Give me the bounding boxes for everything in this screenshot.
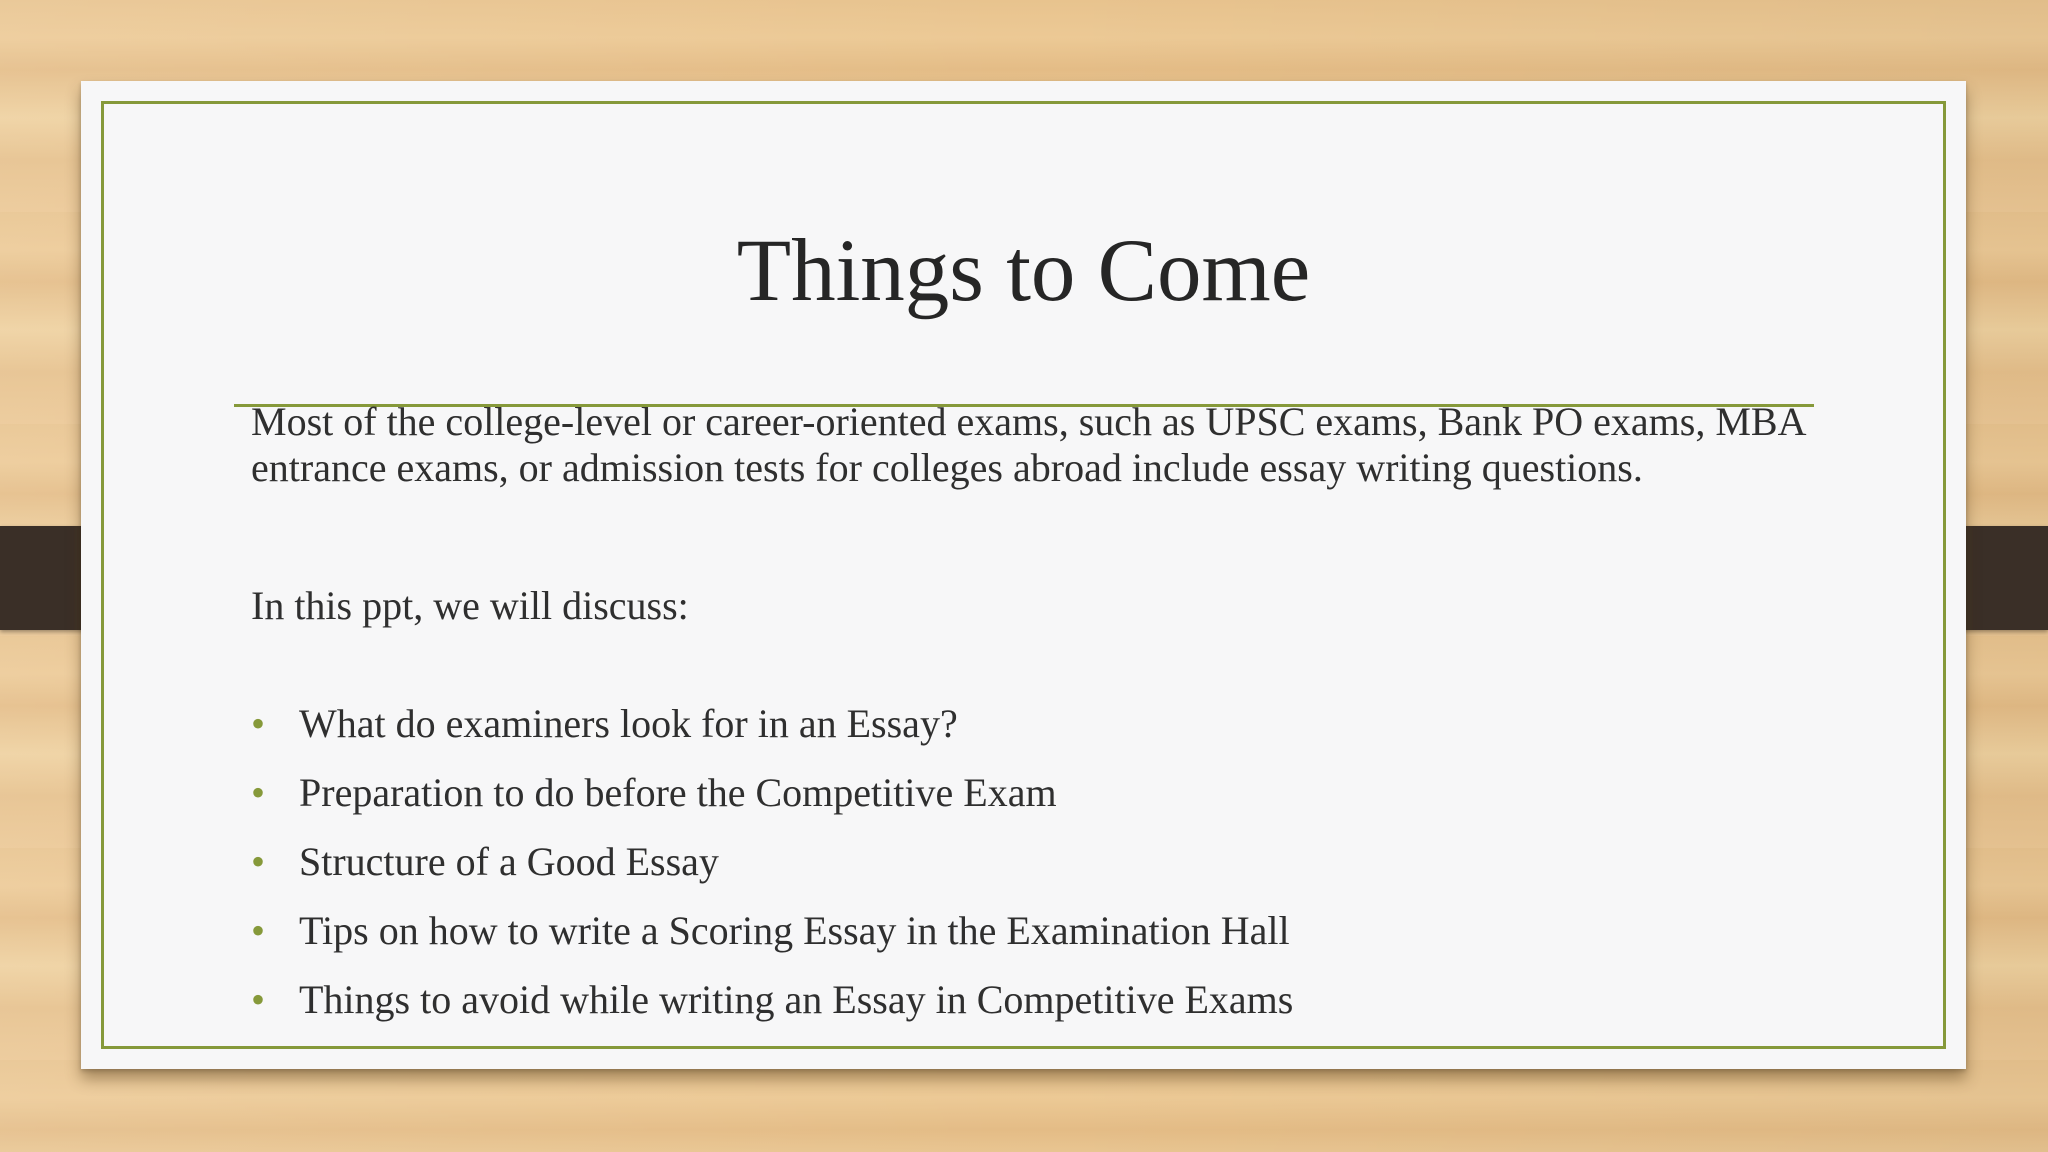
bullet-text: Tips on how to write a Scoring Essay in the Examination Hall [299,908,1290,953]
slide-card [81,81,1966,1069]
intro-paragraph: Most of the college-level or career-oriented exams, such as UPSC exams, Bank PO exams, MBA entrance exams, or admission tests for colleges abroad include essay writing questions. [251,399,1805,490]
bullet-text: Preparation to do before the Competitive Exam [299,770,1057,815]
bullet-icon: • [251,977,266,1022]
bullet-icon: • [251,701,266,746]
slide-title: Things to Come [736,222,1311,320]
list-item [251,977,1891,1046]
bullet-icon: • [251,839,266,884]
list-item [251,839,1891,908]
slide-body [251,399,1891,1046]
bullet-icon: • [251,770,266,815]
bullet-icon: • [251,908,266,953]
list-item [251,701,1891,770]
bullet-text: What do examiners look for in an Essay? [299,701,958,746]
bullet-text: Things to avoid while writing an Essay in Competitive Exams [299,977,1294,1022]
lead-paragraph: In this ppt, we will discuss: [251,583,689,628]
bullet-list [251,701,1891,1046]
list-item [251,908,1891,977]
bullet-text: Structure of a Good Essay [299,839,719,884]
list-item [251,770,1891,839]
